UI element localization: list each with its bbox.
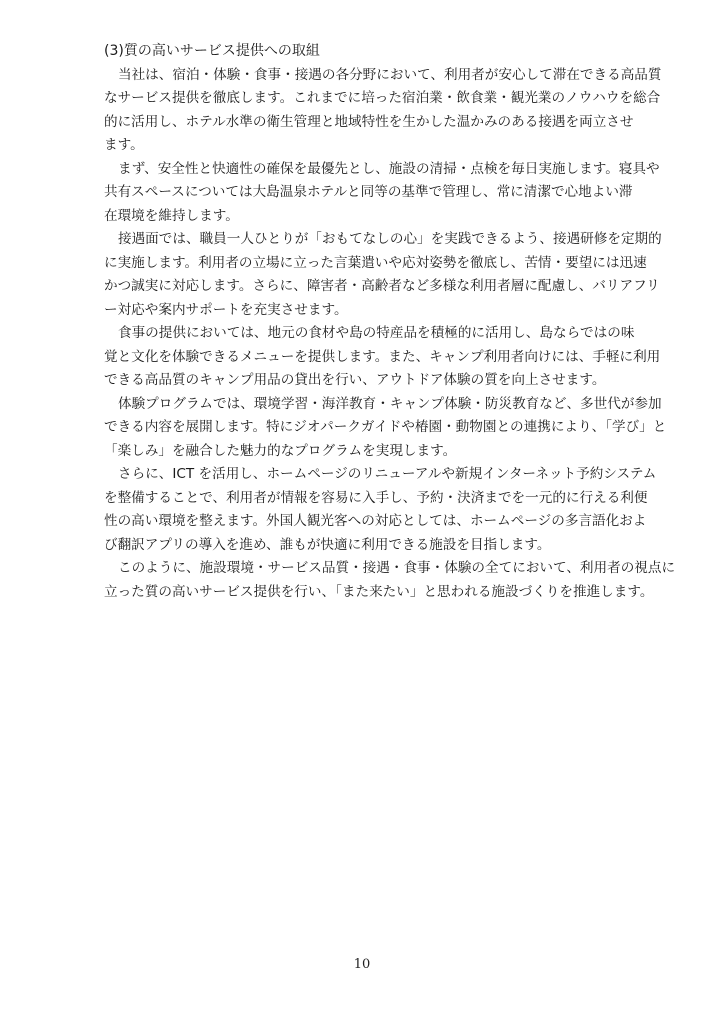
paragraph-line: 体験プログラムでは、環境学習・海洋教育・キャンプ体験・防災教育など、多世代が参加 bbox=[118, 395, 662, 412]
body-paragraph bbox=[104, 322, 661, 393]
paragraph-line: ー対応や案内サポートを充実させます。 bbox=[104, 301, 348, 318]
body-paragraph bbox=[104, 64, 662, 158]
paragraph-line: に実施します。利用者の立場に立った言葉遣いや応対姿勢を徹底し、苦情・要望には迅速 bbox=[104, 254, 647, 271]
paragraph-line: び翻訳アプリの導入を進め、誰もが快適に利用できる施設を目指します。 bbox=[104, 536, 551, 553]
document-body bbox=[104, 40, 676, 604]
paragraph-line: 在環境を維持します。 bbox=[104, 207, 239, 224]
paragraph-list bbox=[104, 64, 676, 605]
paragraph-line: 共有スペースについては大島温泉ホテルと同等の基準で管理し、常に清潔で心地よい滞 bbox=[104, 184, 633, 200]
paragraph-line: まず、安全性と快適性の確保を最優先とし、施設の清掃・点検を毎日実施します。寝具や bbox=[118, 160, 660, 177]
paragraph-line: 食事の提供においては、地元の食材や島の特産品を積極的に活用し、島ならではの味 bbox=[118, 325, 635, 341]
paragraph-line: 覚と文化を体験できるメニューを提供します。また、キャンプ利用者向けには、手軽に利用 bbox=[104, 348, 661, 365]
paragraph-line: できる高品質のキャンプ用品の貸出を行い、アウトドア体験の質を向上させます。 bbox=[104, 372, 606, 388]
section-heading: (3)質の高いサービス提供への取組 bbox=[104, 43, 320, 59]
paragraph-line: 立った質の高いサービス提供を行い、「また来たい」と思われる施設づくりを推進します。 bbox=[104, 583, 654, 600]
paragraph-line: なサービス提供を徹底します。これまでに培った宿泊業・飲食業・観光業のノウハウを総合 bbox=[104, 90, 661, 106]
paragraph-line: 的に活用し、ホテル水準の衛生管理と地域特性を生かした温かみのある接遇を両立させ bbox=[104, 113, 634, 130]
body-paragraph bbox=[104, 228, 662, 322]
body-paragraph bbox=[104, 463, 657, 557]
page-number: 10 bbox=[353, 957, 371, 972]
paragraph-line: 接遇面では、職員一人ひとりが「おもてなしの心」を実践できるよう、接遇研修を定期的 bbox=[118, 231, 662, 247]
paragraph-line: かつ誠実に対応します。さらに、障害者・高齢者など多様な利用者層に配慮し、バリアフリ bbox=[104, 278, 660, 294]
body-paragraph bbox=[104, 557, 676, 604]
paragraph-line: このように、施設環境・サービス品質・接遇・食事・体験の全てにおいて、利用者の視点に bbox=[118, 560, 676, 576]
paragraph-line: さらに、ICT を活用し、ホームページのリニューアルや新規インターネット予約システム bbox=[118, 466, 657, 482]
paragraph-line: 当社は、宿泊・体験・食事・接遇の各分野において、利用者が安心して滞在できる高品質 bbox=[118, 66, 662, 83]
paragraph-line: 「楽しみ」を融合した魅力的なプログラムを実現します。 bbox=[104, 442, 457, 459]
body-paragraph bbox=[104, 158, 660, 229]
paragraph-line: ます。 bbox=[104, 137, 144, 153]
paragraph-line: を整備することで、利用者が情報を容易に入手し、予約・決済までを一元的に行える利便 bbox=[104, 489, 648, 506]
paragraph-line: できる内容を展開します。特にジオパークガイドや椿園・動物園との連携により、「学び」と bbox=[104, 419, 667, 435]
paragraph-line: 性の高い環境を整えます。外国人観光客への対応としては、ホームページの多言語化およ bbox=[104, 513, 647, 529]
body-paragraph bbox=[104, 393, 667, 464]
